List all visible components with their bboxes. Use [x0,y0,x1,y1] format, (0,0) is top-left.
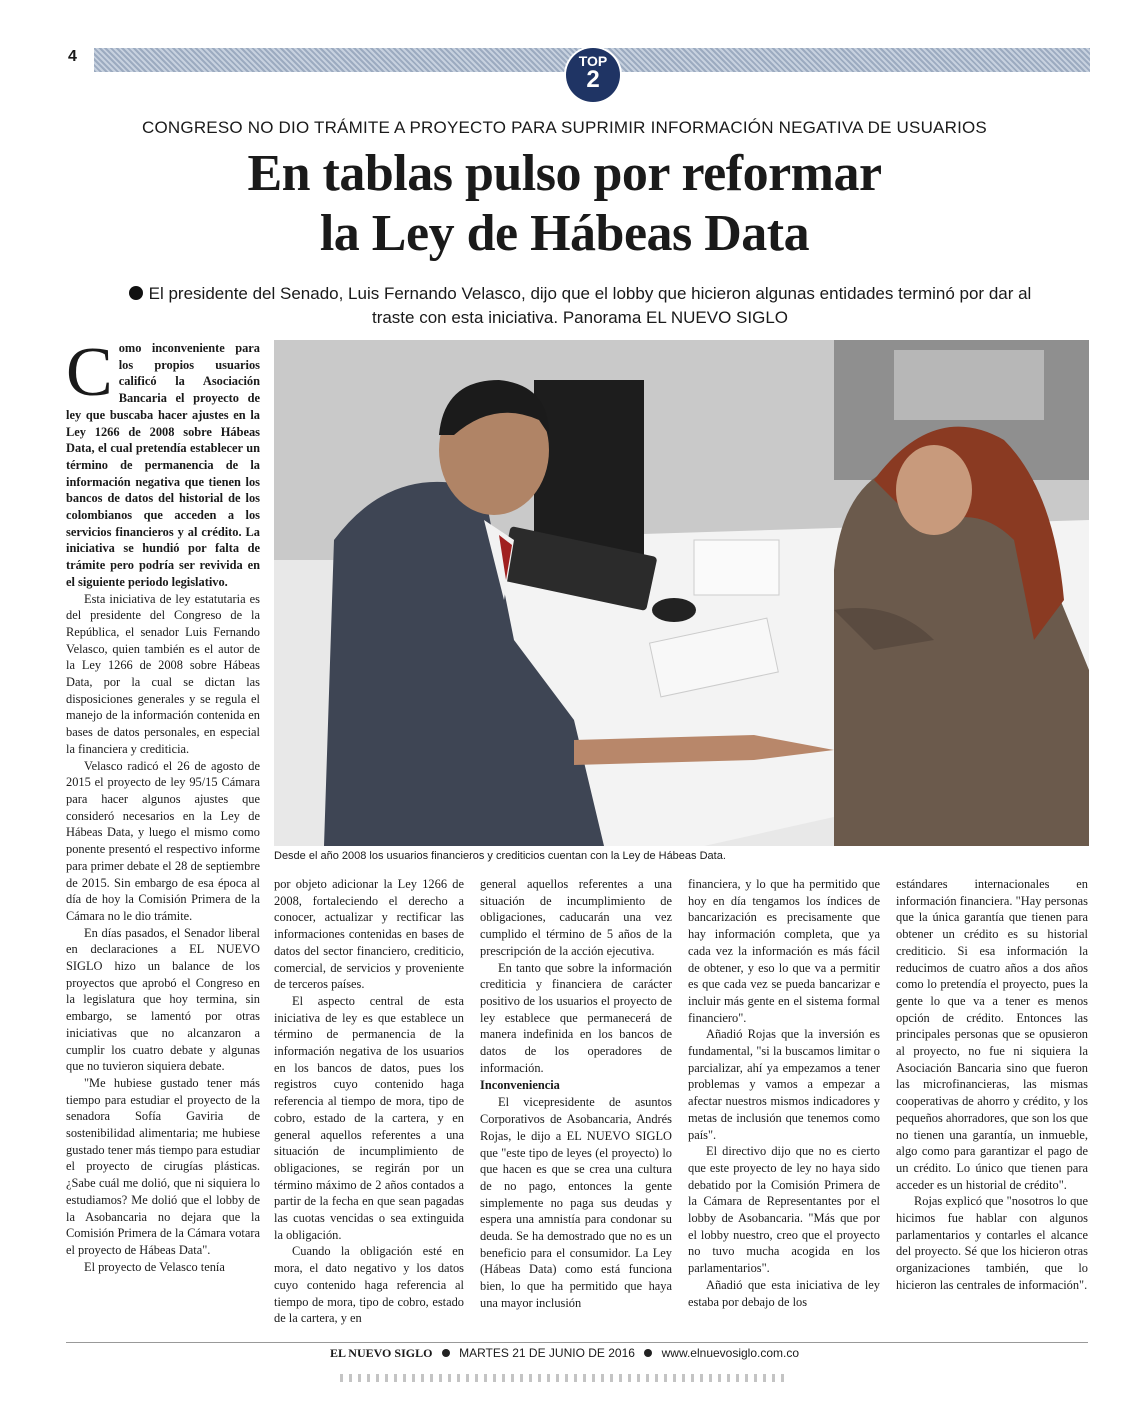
article-photo [274,340,1089,846]
article-paragraph: Cuando la obligación esté en mora, el dato negativo y los datos cuyo contenido haga referencia al tiempo de mora, tipo de cobro, estado de la cartera, y en [274,1244,464,1326]
article-paragraph: por objeto adicionar la Ley 1266 de 2008, fortaleciendo el derecho a conocer, actualizar y rectificar las informaciones contenidas en bases de datos del sector financiero, crediticio, comercial, de servicios y proveniente de terceros países. [274,877,464,992]
article-column-5 [896,876,1088,1294]
footer-divider [66,1342,1088,1343]
article-paragraph: El proyecto de Velasco tenía [84,1259,225,1274]
article-paragraph: Añadió Rojas que la inversión es fundamental, "si la buscamos limitar o parcializar, ahí ya empezamos a tener problemas y vamos a empezar a afectar nuestros mismos indicadores y metas de inclusión que tenemos como país". [688,1027,880,1142]
article-paragraph: El vicepresidente de asuntos Corporativos de Asobancaria, Andrés Rojas, le dijo a EL NUEVO SIGLO que "este tipo de leyes (el proyecto) lo que hacen es que se crea una cultura de no pago, entonces la gente simplemente no paga sus deudas y espera una amnistía para condonar su deuda. Se ha demostrado que no es un beneficio para el consumidor. La Ley (Hábeas Data) como está funciona bien, lo que ha permitido que haya una mayor inclusión [480,1095,672,1310]
article-paragraph: El aspecto central de esta iniciativa de ley es que establece un término de permanencia de la información negativa de los usuarios en los bancos de datos, pues los registros cuyo contenido haga referencia al tiempo de mora, tipo de cobro, estado de la cartera, y en general aquellos referentes a una situación de incumplimiento de obligaciones, se regirán por un término máximo de 2 años contados a partir de la fecha en que sean pagadas las cuotas vencidas o sea extinguida la obligación. [274,993,464,1242]
footer [0,1346,1129,1361]
article-paragraph: "Me hubiese gustado tener más tiempo para estudiar el proyecto de la senadora Sofía Gaviria de sostenibilidad alimentaria; me hubiese gustado tener más tiempo para estudiar el proyecto de cirugías plásticas. ¿Sabe cuál me dolió, que ni siquiera lo estudiamos? Me dolió que el lobby de la Asobancaria no dejara que la Comisión Primera de la Cámara votara el proyecto de Hábeas Data". [66,1075,260,1257]
footer-brand: EL NUEVO SIGLO [329,1346,433,1360]
photo-caption: Desde el año 2008 los usuarios financieros y crediticios cuentan con la Ley de Hábeas Data. [274,850,726,862]
kicker: CONGRESO NO DIO TRÁMITE A PROYECTO PARA SUPRIMIR INFORMACIÓN NEGATIVA DE USUARIOS [142,118,987,137]
article-paragraph: Esta iniciativa de ley estatutaria es del presidente del Congreso de la República, el senador Luis Fernando Velasco, quien también es el autor de la Ley 1266 de 2008 sobre Hábeas Data, por la cual se dictan las disposiciones generales y se regula el manejo de la información contenida en bases de datos personales, en especial la financiera y crediticia. [66,591,260,756]
article-column-3 [480,876,672,1312]
article-paragraph: Añadió que esta iniciativa de ley estaba por debajo de los [688,1277,880,1309]
footer-url: www.elnuevosiglo.com.co [661,1346,800,1360]
section-subhead: Inconveniencia [480,1078,560,1093]
article-column-4 [688,876,880,1310]
footer-date: MARTES 21 DE JUNIO DE 2016 [459,1346,635,1360]
badge-top-label: TOP [578,53,608,69]
article-paragraph: estándares internacionales en información financiera. "Hay personas que la única garantía que tienen para obtener un crédito es su historial crediticio. Si esa información la reducimos de cuatro años a dos años como lo pretendía el proyecto, pues la gente lo que va a tener es menos opción de crédito. Entonces las principales personas que se opusieron al proyecto, no fue ni siquiera la Asociación Bancaria sino que fueron las microfinancieras, las mismas cooperativas de ahorro y crédito, y los pequeños ahorradores, que son los que no tienen una garantía, un inmueble, algo como para garantizar el pago de un crédito. Lo único que tienen para acceder es un historial de crédito". [896,877,1088,1192]
badge-number: 2 [586,66,600,93]
article-paragraph: En días pasados, el Senador liberal en declaraciones a EL NUEVO SIGLO hizo un balance de los proyectos que aprobó el Congreso en la legislatura que hoy termina, sin embargo, se lamentó por otras iniciativas que no alcanzaron a cumplir los cuatro debate y algunas que no tuvieron siquiera debate. [66,925,260,1074]
deck-line-1: El presidente del Senado, Luis Fernando Velasco, dijo que el lobby que hicieron algunas entidades terminó por dar al [148,284,1032,303]
headline-line-1: En tablas pulso por reformar [247,145,882,202]
bullet-icon [129,286,143,300]
scan-noise [340,1374,790,1382]
office-meeting-illustration [274,340,1089,846]
article-column-2 [274,876,464,1327]
top-badge [566,48,620,102]
dot-icon [442,1349,450,1357]
page-number: 4 [68,48,77,65]
article-paragraph: El directivo dijo que no es cierto que este proyecto de ley no haya sido debatido por la Comisión Primera de la Cámara de Representantes por el lobby de Asobancaria. "Más que por el lobby nuestro, creo que el proyecto no tuvo mucha acogida en los parlamentarios". [688,1144,880,1276]
article-column-1 [66,334,260,1275]
article-paragraph: Velasco radicó el 26 de agosto de 2015 el proyecto de ley 95/15 Cámara para hacer algunos ajustes que consideró necesarios en la Ley de Hábeas Data, y luego el mismo como ponente presentó el respectivo informe para primer debate el 28 de septiembre de 2015. Sin embargo de esa época al día de hoy la Comisión Primera de la Cámara no le dio trámite. [66,758,260,923]
headline-line-2: la Ley de Hábeas Data [319,205,810,262]
article-paragraph: financiera, y lo que ha permitido que hoy en día tengamos los índices de bancarización es precisamente que hay información completa, que ya cada vez la información es más fácil de obtener, y eso lo que va a permitir es que cada vez se pueda bancarizar e incluir más gente en el sistema formal financiero". [688,877,880,1025]
drop-cap: C [66,334,113,411]
article-paragraph: Rojas explicó que "nosotros lo que hicimos fue hablar con algunos parlamentarios y contarles el alcance del proyecto. Sé que los hicieron otras organizaciones también, que lo hicieron las centrales de información". [896,1194,1088,1292]
article-paragraph: Como inconveniente para los propios usuarios calificó la Asociación Bancaria el proyecto de ley que buscaba hacer ajustes en la Ley 1266 de 2008 sobre Hábeas Data, el cual pretendía establecer un término de permanencia de la información negativa que tienen los bancos de datos del historial de los colombianos que acceden a los servicios financieros y al crédito. La iniciativa se hundió por falta de trámite pero podría ser revivida en el siguiente periodo legislativo. [66,334,260,589]
dot-icon [644,1349,652,1357]
deck [80,282,1080,330]
article-paragraph: general aquellos referentes a una situación de incumplimiento de obligaciones, caducarán una vez cumplido el término de 5 años de la prescripción de la acción ejecutiva. [480,877,672,958]
headline [0,144,1129,264]
deck-line-2: traste con esta iniciativa. Panorama EL NUEVO SIGLO [371,308,789,327]
article-paragraph: En tanto que sobre la información crediticia y financiera de carácter positivo de los usuarios el proyecto de ley establece que permanecerá de manera indefinida en los bancos de datos de los operadores de información. [480,960,672,1075]
